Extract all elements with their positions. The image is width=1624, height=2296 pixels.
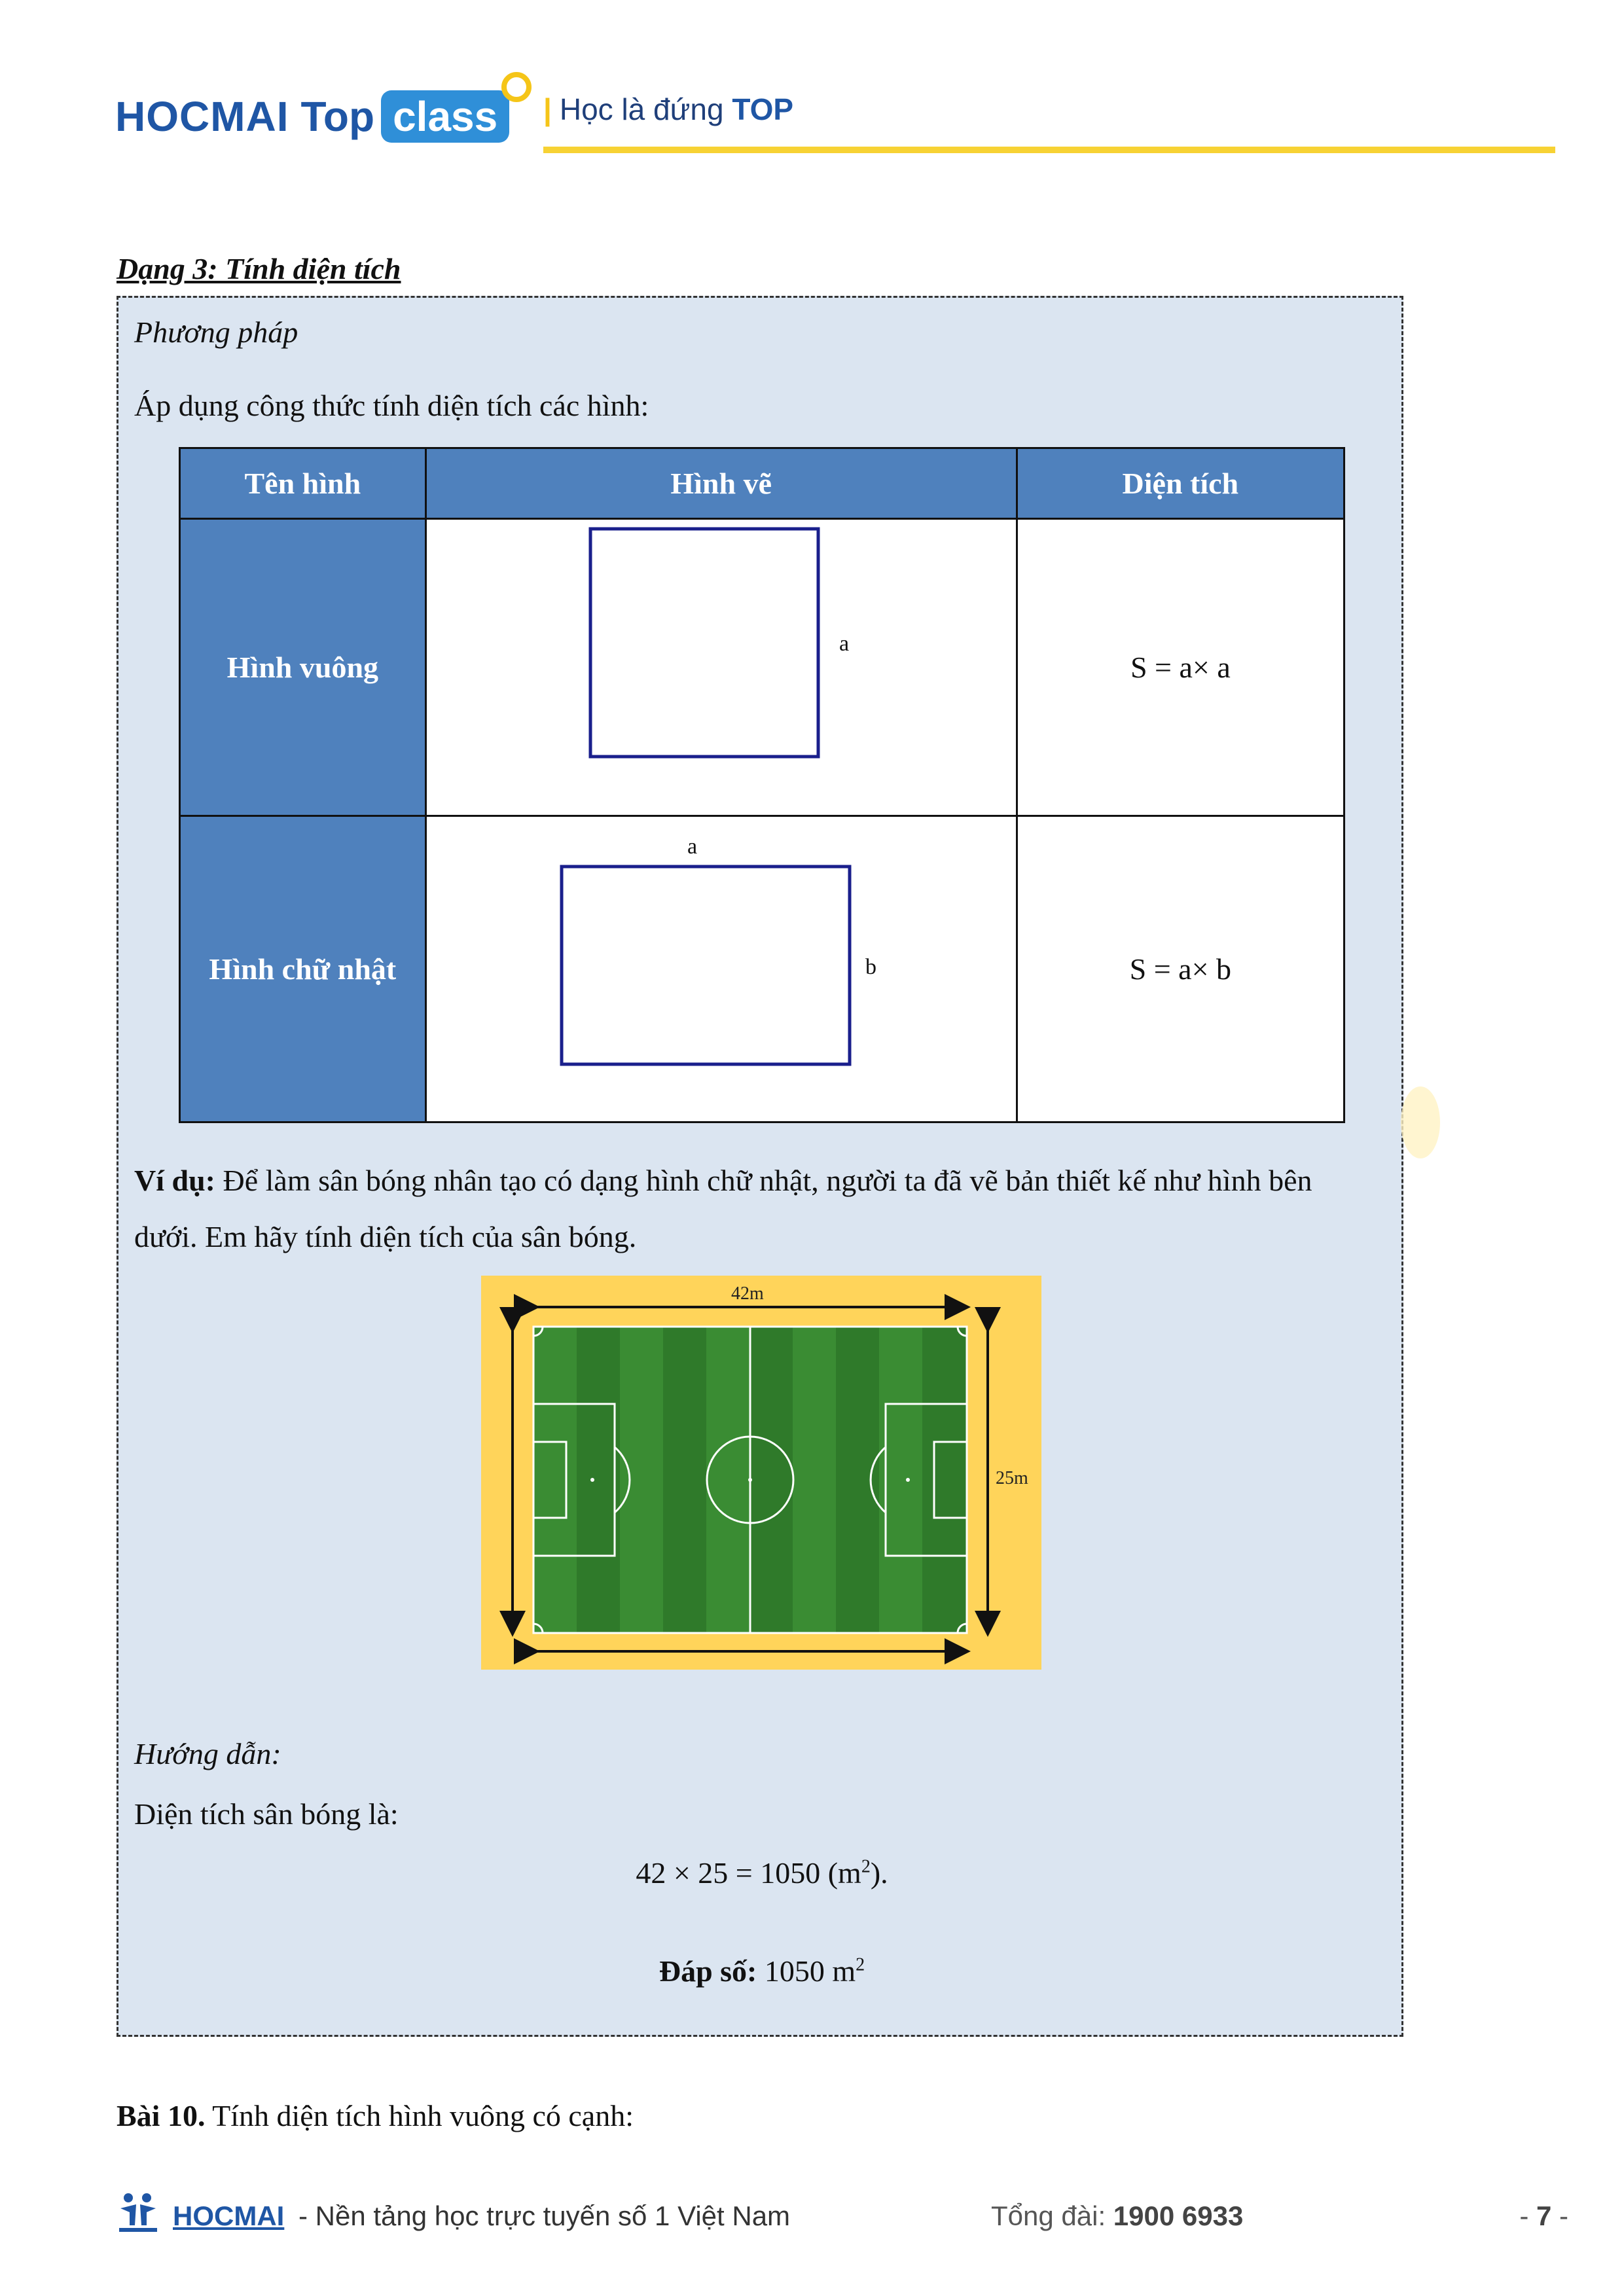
footer-slogan: - Nền tảng học trực tuyến số 1 Việt Nam: [298, 2200, 791, 2231]
example-text: Để làm sân bóng nhân tạo có dạng hình chữ nhật, người ta đã vẽ bản thiết kế như hình bên dưới. Em hãy tính diện tích của sân bóng.: [134, 1164, 1312, 1253]
method-intro: Áp dụng công thức tính diện tích các hình:: [134, 389, 649, 422]
logo-top-text: Top: [300, 93, 375, 140]
sun-icon: [501, 72, 532, 102]
football-field-figure: [481, 1276, 1041, 1670]
tagline-text: Học là đứng: [559, 92, 724, 126]
guide-text: Diện tích sân bóng là:: [134, 1797, 399, 1831]
hocmai-topclass-logo: [115, 84, 509, 149]
formula-main: 42 × 25 = 1050 (m: [636, 1856, 861, 1890]
page-number-value: 7: [1536, 2200, 1552, 2231]
example-label: Ví dụ:: [134, 1164, 215, 1197]
rectangle-area-formula: S = a× b: [1017, 816, 1344, 1122]
shape-name-square: Hình vuông: [180, 519, 426, 816]
shape-name-rectangle: Hình chữ nhật: [180, 816, 426, 1122]
page-footer: [115, 2186, 1568, 2245]
method-heading: Phương pháp: [134, 315, 298, 349]
field-length-label: 42m: [731, 1283, 764, 1304]
table-header-row: [180, 448, 1344, 519]
header-divider-line: [543, 147, 1555, 153]
logo-class-text: class: [393, 93, 498, 140]
footer-brand-link[interactable]: HOCMAI: [173, 2200, 285, 2231]
hotline-number: 1900 6933: [1113, 2200, 1244, 2231]
footer-hotline: [991, 2200, 1243, 2232]
area-calculation: [118, 1856, 1405, 1890]
square-area-formula: S = a× a: [1017, 519, 1344, 816]
logo-hocmai-text: HOCMAI: [115, 93, 289, 140]
decorative-watermark: [1401, 1086, 1440, 1158]
page-number: [1519, 2200, 1568, 2232]
exercise-10: [117, 2098, 634, 2133]
formula-exponent: 2: [861, 1856, 871, 1877]
tagline-top-word: TOP: [732, 92, 794, 126]
rectangle-figure: [427, 817, 1016, 1114]
rectangle-shape: [562, 867, 850, 1064]
square-side-label: a: [839, 632, 849, 656]
guide-heading: Hướng dẫn:: [134, 1737, 281, 1770]
rectangle-figure-cell: [425, 816, 1017, 1122]
square-shape: [590, 529, 818, 757]
field-width-label: 25m: [996, 1468, 1028, 1488]
page-prefix: -: [1519, 2200, 1536, 2231]
header-tagline: [543, 92, 793, 127]
hotline-label: Tổng đài:: [991, 2200, 1113, 2231]
answer-label: Đáp số:: [659, 1954, 757, 1988]
table-header-area: Diện tích: [1017, 448, 1344, 519]
table-header-name: Tên hình: [180, 448, 426, 519]
page-suffix: -: [1551, 2200, 1568, 2231]
table-row: [180, 519, 1344, 816]
tagline-divider: |: [543, 92, 552, 126]
area-formula-table: [179, 447, 1345, 1123]
formula-end: ).: [870, 1856, 888, 1890]
table-header-figure: Hình vẽ: [425, 448, 1017, 519]
football-field-svg: [481, 1276, 1041, 1670]
section-title: Dạng 3: Tính diện tích: [117, 252, 401, 285]
hocmai-people-icon: [115, 2189, 161, 2234]
answer-value: 1050 m: [757, 1954, 856, 1988]
exercise-label: Bài 10.: [117, 2099, 206, 2132]
rectangle-side-label: b: [865, 955, 876, 979]
final-answer: [118, 1954, 1405, 1988]
logo-class-badge: [381, 90, 509, 143]
square-figure: [427, 520, 1016, 808]
rectangle-top-label: a: [687, 834, 697, 859]
table-row: [180, 816, 1344, 1122]
square-figure-cell: [425, 519, 1017, 816]
method-box: [117, 296, 1403, 2037]
answer-exponent: 2: [856, 1954, 865, 1975]
exercise-text: Tính diện tích hình vuông có cạnh:: [205, 2099, 634, 2132]
example-paragraph: [134, 1153, 1378, 1265]
